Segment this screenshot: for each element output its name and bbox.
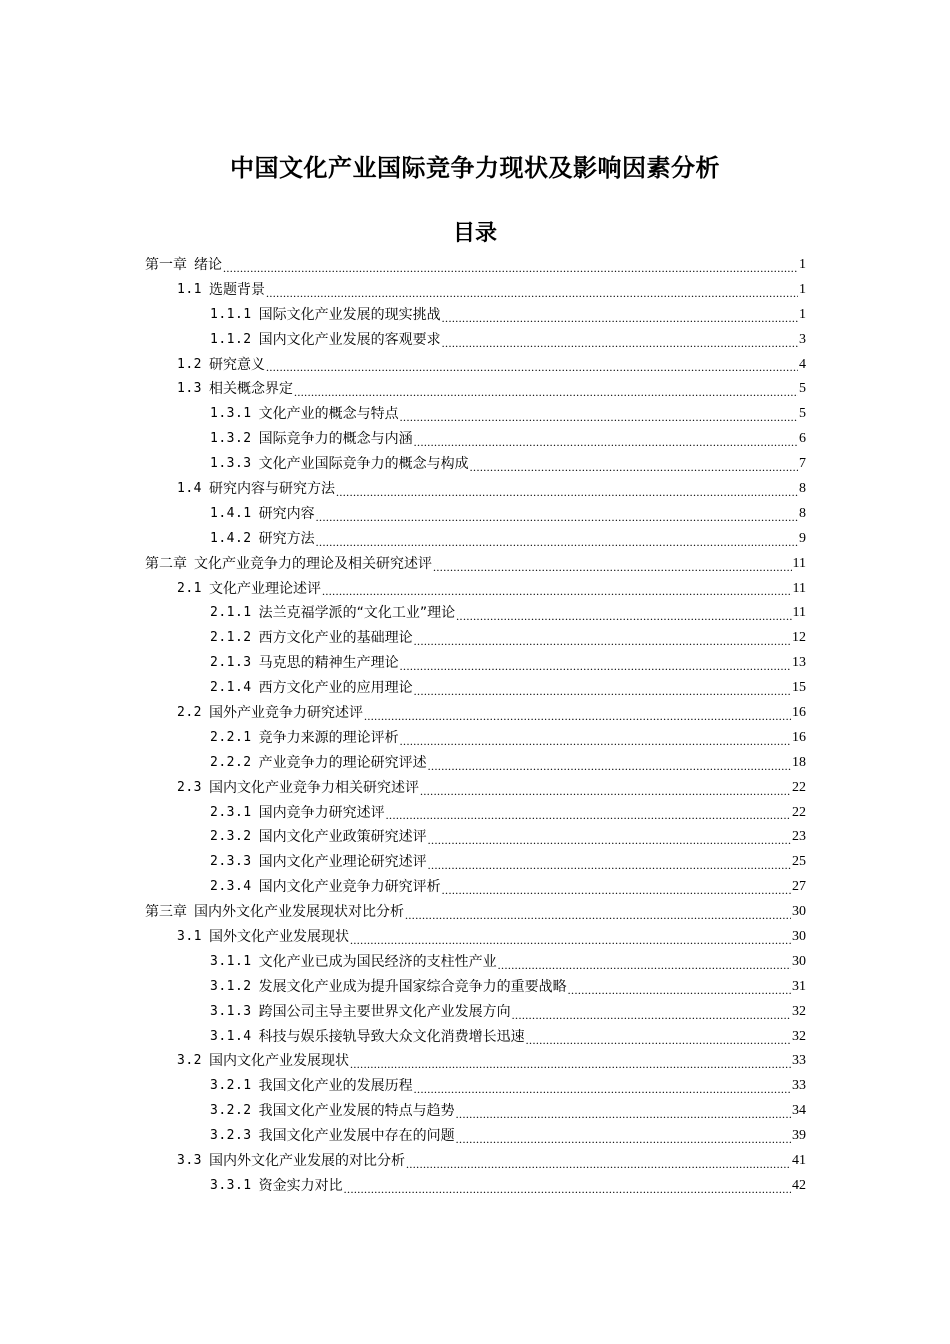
toc-entry[interactable] [145,950,806,975]
toc-dot-leader [400,407,798,427]
toc-dot-leader [526,1030,791,1050]
toc-entry-title: 国内外文化产业发展的对比分析 [208,1153,405,1170]
toc-entry[interactable] [145,303,806,328]
toc-entry-title: 资金实力对比 [258,1177,343,1194]
toc-dot-leader [266,283,798,303]
toc-entry-number: 2.1 [177,580,202,596]
toc-entry-page: 30 [792,953,806,969]
toc-dot-leader [428,756,791,776]
toc-entry-title: 文化产业的概念与特点 [258,406,399,423]
toc-entry-title: 研究方法 [258,530,315,547]
toc-entry-title: 选题背景 [208,281,265,298]
toc-entry-page: 22 [792,779,806,795]
toc-entry[interactable] [145,900,806,925]
toc-entry-title: 研究内容 [258,505,315,522]
toc-entry-page: 41 [792,1153,806,1169]
toc-entry[interactable] [145,875,806,900]
toc-entry-page: 22 [792,804,806,820]
toc-entry-title: 产业竞争力的理论研究评述 [258,754,427,771]
toc-entry[interactable] [145,527,806,552]
toc-dot-leader [414,681,791,701]
toc-entry-page: 33 [792,1078,806,1094]
toc-entry-page: 25 [792,854,806,870]
toc-entry-title: 发展文化产业成为提升国家综合竞争力的重要战略 [258,978,567,995]
toc-dot-leader [294,382,798,402]
toc-dot-leader [414,631,791,651]
toc-entry[interactable] [145,801,806,826]
toc-entry-title: 国内文化产业竞争力研究评析 [258,879,441,896]
toc-dot-leader [344,1179,791,1199]
toc-dot-leader [498,955,791,975]
toc-entry[interactable] [145,402,806,427]
toc-dot-leader [428,855,791,875]
toc-entry-number: 2.3.3 [210,854,252,870]
toc-entry[interactable] [145,1025,806,1050]
toc-entry-number: 2.3.4 [210,879,252,895]
toc-entry-title: 文化产业理论述评 [208,580,321,597]
toc-entry-title: 国外文化产业发展现状 [208,929,349,946]
toc-entry[interactable] [145,676,806,701]
toc-entry-page: 23 [792,829,806,845]
toc-entry-number: 第一章 [145,256,187,273]
toc-entry-page: 1 [799,281,806,297]
toc-entry-number: 2.2 [177,705,202,721]
toc-entry-number: 1.3.3 [210,456,252,472]
toc-entry-number: 2.1.1 [210,605,252,621]
toc-entry-number: 1.4.2 [210,530,252,546]
toc-entry-number: 第二章 [145,555,187,572]
toc-entry[interactable] [145,751,806,776]
toc-entry-page: 11 [792,580,806,596]
toc-entry-page: 42 [792,1177,806,1193]
toc-entry-number: 2.1.4 [210,680,252,696]
toc-entry-title: 法兰克福学派的“文化工业”理论 [258,605,456,622]
toc-dot-leader [350,1054,791,1074]
toc-entry-page: 11 [792,605,806,621]
table-of-contents [145,253,806,1199]
toc-entry-page: 9 [799,530,806,546]
toc-dot-leader [400,731,791,751]
toc-dot-leader [266,357,798,377]
toc-entry-page: 18 [792,754,806,770]
toc-entry-page: 7 [799,456,806,472]
toc-entry-title: 我国文化产业的发展历程 [258,1078,413,1095]
toc-entry-title: 跨国公司主导主要世界文化产业发展方向 [258,1003,511,1020]
toc-entry-page: 27 [792,879,806,895]
toc-entry[interactable] [145,975,806,1000]
toc-entry-number: 1.3.2 [210,431,252,447]
toc-entry-number: 3.3 [177,1153,202,1169]
toc-entry-page: 3 [799,331,806,347]
toc-dot-leader [456,1129,791,1149]
toc-entry-page: 30 [792,929,806,945]
toc-entry-number: 1.4 [177,481,202,496]
toc-entry-number: 3.1 [177,929,202,945]
toc-entry-title: 我国文化产业发展中存在的问题 [258,1128,455,1145]
toc-entry[interactable] [145,427,806,452]
toc-entry-number: 2.3 [177,779,202,795]
toc-dot-leader [386,805,791,825]
toc-entry[interactable] [145,377,806,402]
toc-entry-page: 1 [799,256,806,272]
toc-entry-title: 国内文化产业发展的客观要求 [258,331,441,348]
toc-entry[interactable] [145,1074,806,1099]
toc-dot-leader [442,880,791,900]
toc-entry-page: 15 [792,680,806,696]
toc-entry-title: 科技与娱乐接轨导致大众文化消费增长迅速 [258,1028,525,1045]
toc-entry[interactable] [145,1124,806,1149]
toc-entry-title: 文化产业国际竞争力的概念与构成 [258,456,469,473]
toc-entry-page: 34 [792,1103,806,1119]
toc-entry-number: 1.1 [177,281,202,297]
toc-entry[interactable] [145,726,806,751]
toc-entry-title: 西方文化产业的基础理论 [258,630,413,647]
toc-entry-number: 1.1.1 [210,306,252,322]
toc-entry[interactable] [145,253,806,278]
toc-entry-number: 2.1.2 [210,630,252,646]
toc-dot-leader [350,930,791,950]
toc-entry-title: 国内外文化产业发展现状对比分析 [194,904,404,921]
toc-entry[interactable] [145,477,806,502]
toc-entry-title: 国内文化产业竞争力相关研究述评 [208,779,419,796]
toc-entry-title: 国内文化产业理论研究述评 [258,854,427,871]
toc-entry-title: 国内文化产业政策研究述评 [258,829,427,846]
toc-entry-title: 竞争力来源的理论评析 [258,729,399,746]
toc-entry-page: 13 [792,655,806,671]
toc-entry-title: 我国文化产业发展的特点与趋势 [258,1103,455,1120]
toc-entry-title: 国际竞争力的概念与内涵 [258,431,413,448]
toc-entry-title: 西方文化产业的应用理论 [258,680,413,697]
toc-entry[interactable] [145,1050,806,1075]
toc-entry-page: 1 [799,306,806,322]
toc-entry-page: 4 [799,356,806,372]
toc-entry-page: 30 [792,904,806,920]
toc-entry[interactable] [145,651,806,676]
toc-entry-title: 文化产业已成为国民经济的支柱性产业 [258,953,497,970]
toc-entry-title: 文化产业竞争力的理论及相关研究述评 [194,555,432,572]
toc-entry[interactable] [145,353,806,378]
toc-entry[interactable] [145,328,806,353]
toc-dot-leader [405,905,791,925]
toc-entry-title: 国内竞争力研究述评 [258,804,385,821]
toc-entry-page: 16 [792,705,806,721]
toc-entry-number: 2.2.1 [210,729,252,745]
toc-entry-title: 相关概念界定 [208,381,293,398]
toc-entry-title: 绪论 [194,256,222,273]
document-title: 中国文化产业国际竞争力现状及影响因素分析 [230,154,720,183]
toc-entry[interactable] [145,601,806,626]
toc-entry-number: 1.3 [177,381,202,397]
toc-entry[interactable] [145,278,806,303]
toc-entry[interactable] [145,701,806,726]
toc-entry-title: 国际文化产业发展的现实挑战 [258,306,441,323]
toc-entry[interactable] [145,776,806,801]
toc-entry-page: 33 [792,1053,806,1069]
toc-dot-leader [428,830,791,850]
toc-entry-number: 3.1.2 [210,978,252,994]
toc-entry-number: 3.2.1 [210,1078,252,1094]
toc-entry-number: 3.2 [177,1053,202,1069]
toc-dot-leader [336,482,798,502]
toc-entry-number: 1.4.1 [210,505,252,521]
toc-entry-number: 3.2.3 [210,1128,252,1144]
toc-dot-leader [470,457,798,477]
toc-entry-page: 31 [792,978,806,994]
toc-entry-number: 2.3.1 [210,804,252,820]
toc-dot-leader [433,557,792,577]
toc-dot-leader [414,1079,791,1099]
toc-entry-number: 3.3.1 [210,1177,252,1193]
toc-entry-number: 3.2.2 [210,1103,252,1119]
toc-entry-page: 12 [792,630,806,646]
toc-entry-number: 2.3.2 [210,829,252,845]
toc-entry-page: 8 [799,505,806,521]
toc-heading: 目录 [452,221,497,247]
toc-entry-title: 国内文化产业发展现状 [208,1053,349,1070]
toc-entry[interactable] [145,1174,806,1199]
toc-entry-page: 6 [799,431,806,447]
toc-entry[interactable] [145,925,806,950]
toc-dot-leader [442,308,798,328]
toc-entry[interactable] [145,1000,806,1025]
toc-entry-page: 11 [792,555,806,571]
toc-dot-leader [568,980,791,1000]
toc-dot-leader [223,258,798,278]
toc-entry-page: 16 [792,729,806,745]
toc-entry-number: 1.3.1 [210,406,252,422]
toc-entry[interactable] [145,452,806,477]
toc-entry-number: 3.1.4 [210,1028,252,1044]
toc-entry-page: 5 [799,381,806,397]
toc-dot-leader [456,606,791,626]
toc-entry-page: 32 [792,1003,806,1019]
toc-entry-page: 8 [799,481,806,496]
toc-entry-number: 第三章 [145,904,187,921]
toc-entry-page: 32 [792,1028,806,1044]
toc-entry[interactable] [145,825,806,850]
toc-dot-leader [400,656,791,676]
toc-entry[interactable] [145,552,806,577]
toc-dot-leader [364,706,791,726]
toc-entry[interactable] [145,502,806,527]
toc-entry[interactable] [145,850,806,875]
toc-dot-leader [316,532,798,552]
toc-dot-leader [414,432,798,452]
toc-dot-leader [512,1005,791,1025]
toc-entry[interactable] [145,626,806,651]
toc-entry-title: 研究意义 [208,356,265,373]
toc-entry[interactable] [145,577,806,602]
toc-entry-page: 39 [792,1128,806,1144]
toc-entry-number: 1.1.2 [210,331,252,347]
toc-entry-title: 马克思的精神生产理论 [258,655,399,672]
toc-entry-page: 5 [799,406,806,422]
toc-entry[interactable] [145,1149,806,1174]
toc-entry-number: 1.2 [177,356,202,372]
toc-dot-leader [420,781,791,801]
toc-dot-leader [442,333,798,353]
toc-dot-leader [322,581,792,601]
toc-entry-number: 2.1.3 [210,655,252,671]
toc-entry-number: 3.1.3 [210,1003,252,1019]
toc-dot-leader [456,1104,791,1124]
toc-entry[interactable] [145,1099,806,1124]
toc-dot-leader [316,507,798,527]
toc-dot-leader [406,1154,791,1174]
toc-entry-title: 国外产业竞争力研究述评 [208,705,363,722]
toc-entry-number: 2.2.2 [210,754,252,770]
toc-entry-title: 研究内容与研究方法 [208,481,335,497]
toc-entry-number: 3.1.1 [210,953,252,969]
